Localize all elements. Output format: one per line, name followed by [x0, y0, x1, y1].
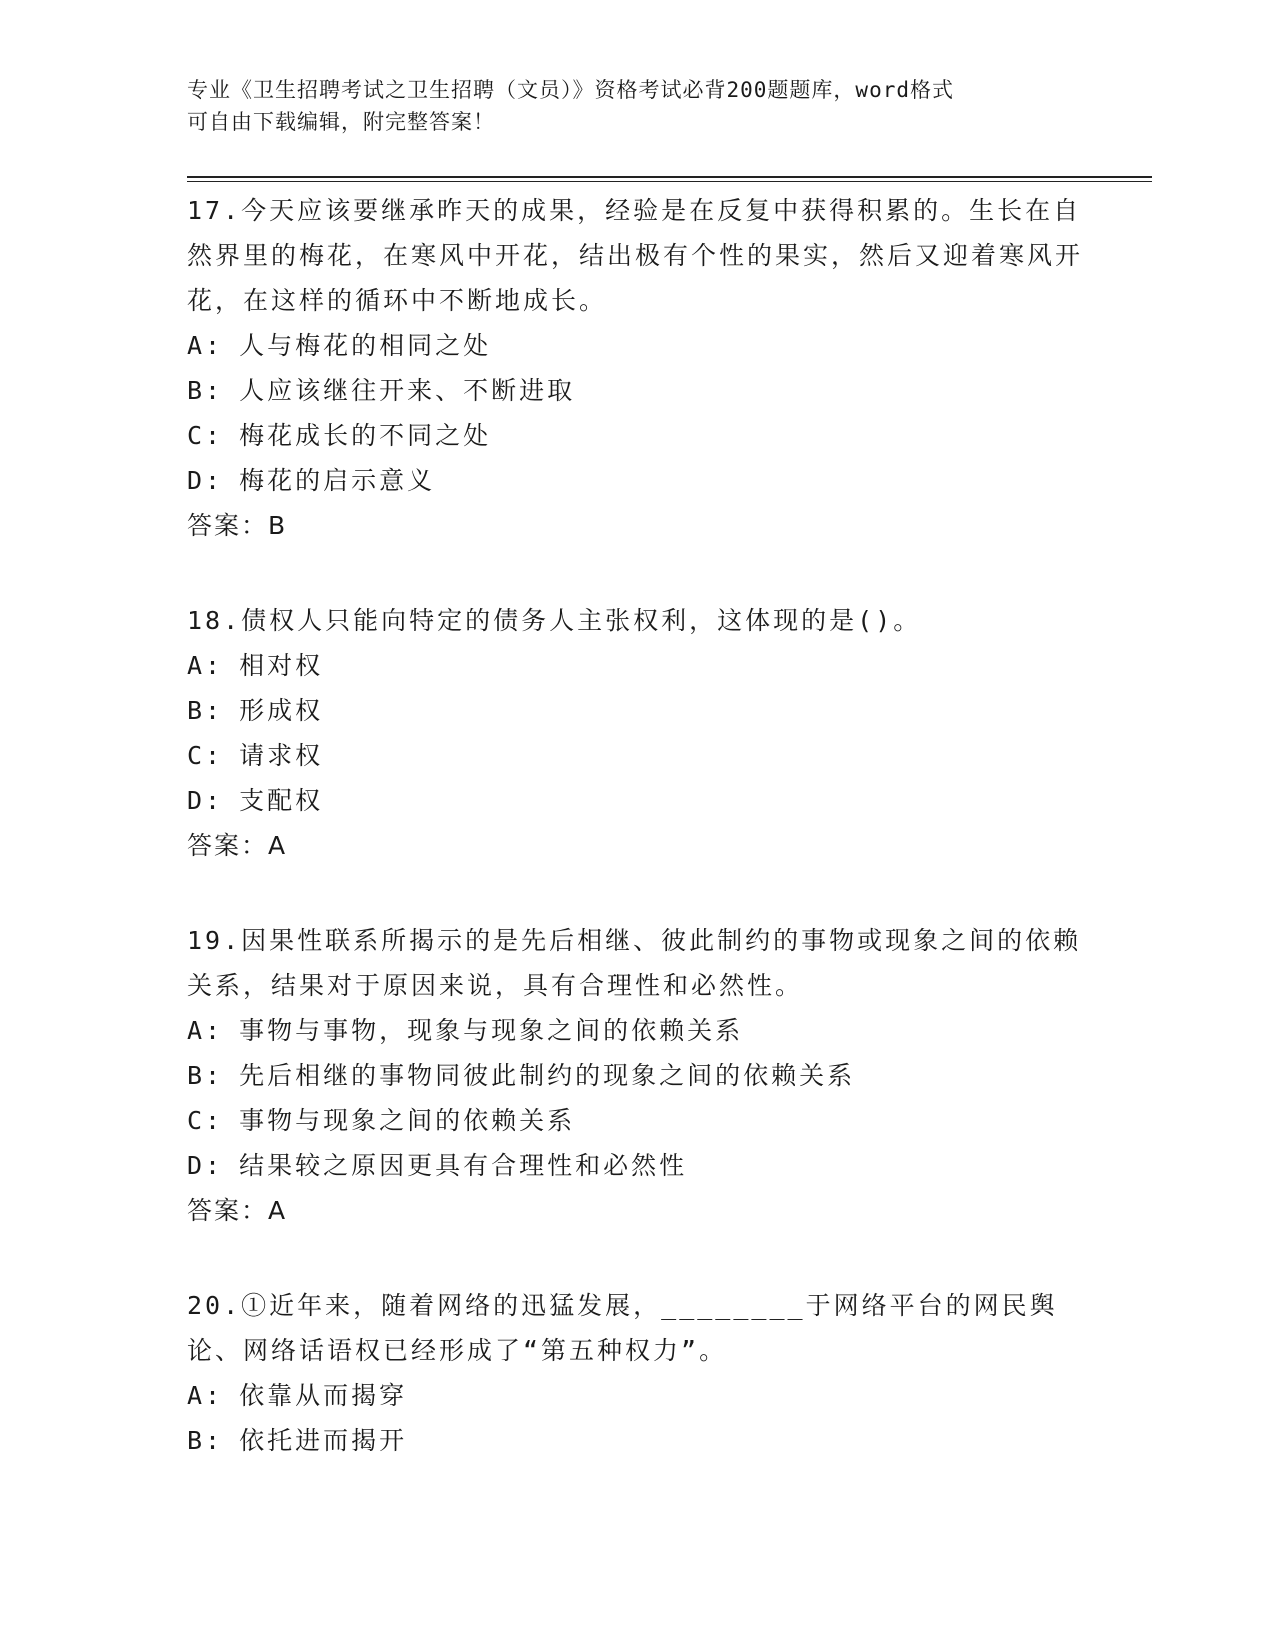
option-key: A: — [187, 1381, 224, 1410]
option-key: A: — [187, 331, 224, 360]
option-key: B: — [187, 376, 224, 405]
header-divider-thin — [187, 181, 1152, 182]
option-text: 支配权 — [239, 786, 324, 815]
option-text: 相对权 — [239, 651, 324, 680]
answer-line: 答案：A — [187, 831, 288, 860]
header-line-1: 专业《卫生招聘考试之卫生招聘（文员）》资格考试必背200题题库，word格式 — [187, 78, 954, 102]
header-line-2: 可自由下载编辑，附完整答案！ — [187, 110, 495, 134]
option-key: D: — [187, 466, 224, 495]
option-b — [187, 368, 1087, 413]
option-text: 结果较之原因更具有合理性和必然性 — [239, 1151, 688, 1180]
option-a — [187, 643, 1087, 688]
question-20 — [187, 1283, 1087, 1463]
option-text: 人应该继往开来、不断进取 — [239, 376, 576, 405]
option-text: 人与梅花的相同之处 — [239, 331, 492, 360]
option-key: A: — [187, 1016, 224, 1045]
question-18 — [187, 598, 1087, 868]
option-key: B: — [187, 696, 224, 725]
option-text: 形成权 — [239, 696, 324, 725]
option-key: C: — [187, 421, 224, 450]
option-text: 事物与现象之间的依赖关系 — [239, 1106, 576, 1135]
option-key: C: — [187, 1106, 224, 1135]
option-key: D: — [187, 1151, 224, 1180]
question-stem: 18.债权人只能向特定的债务人主张权利，这体现的是()。 — [187, 606, 922, 635]
option-a — [187, 1373, 1087, 1418]
question-19 — [187, 918, 1087, 1233]
option-key: B: — [187, 1426, 224, 1455]
option-b — [187, 1053, 1087, 1098]
option-key: A: — [187, 651, 224, 680]
option-d — [187, 778, 1087, 823]
option-text: 梅花的启示意义 — [239, 466, 436, 495]
option-text: 依靠从而揭穿 — [239, 1381, 408, 1410]
option-text: 依托进而揭开 — [239, 1426, 408, 1455]
question-17 — [187, 188, 1087, 548]
answer-line: 答案：B — [187, 511, 288, 540]
document-header — [187, 74, 1087, 138]
option-key: C: — [187, 741, 224, 770]
question-stem: 19.因果性联系所揭示的是先后相继、彼此制约的事物或现象之间的依赖关系，结果对于原因来说，具有合理性和必然性。 — [187, 926, 1082, 1000]
option-d — [187, 1143, 1087, 1188]
header-divider-thick — [187, 176, 1152, 178]
option-c — [187, 733, 1087, 778]
option-d — [187, 458, 1087, 503]
option-b — [187, 688, 1087, 733]
option-c — [187, 413, 1087, 458]
question-stem: 20.①近年来，随着网络的迅猛发展，________于网络平台的网民舆论、网络话语权已经形成了“第五种权力”。 — [187, 1291, 1058, 1365]
option-key: D: — [187, 786, 224, 815]
option-c — [187, 1098, 1087, 1143]
question-stem: 17.今天应该要继承昨天的成果，经验是在反复中获得积累的。生长在自然界里的梅花，在寒风中开花，结出极有个性的果实，然后又迎着寒风开花，在这样的循环中不断地成长。 — [187, 196, 1084, 315]
option-text: 事物与事物，现象与现象之间的依赖关系 — [239, 1016, 744, 1045]
option-text: 梅花成长的不同之处 — [239, 421, 492, 450]
option-text: 请求权 — [239, 741, 324, 770]
answer-line: 答案：A — [187, 1196, 288, 1225]
option-a — [187, 323, 1087, 368]
question-list — [187, 188, 1087, 1513]
option-text: 先后相继的事物同彼此制约的现象之间的依赖关系 — [239, 1061, 856, 1090]
option-b — [187, 1418, 1087, 1463]
option-a — [187, 1008, 1087, 1053]
option-key: B: — [187, 1061, 224, 1090]
